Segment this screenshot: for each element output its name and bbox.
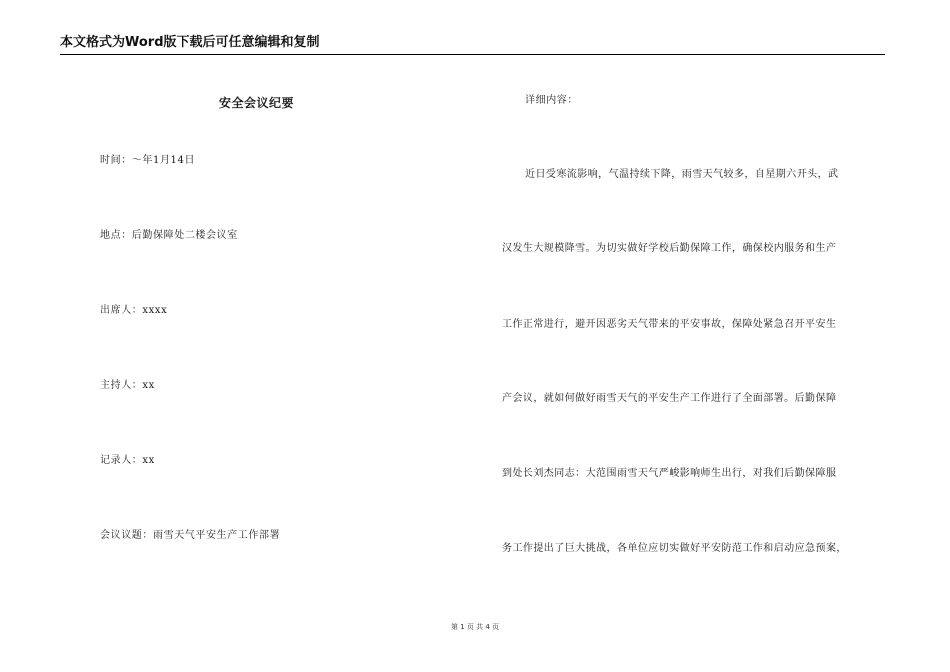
body-line: 到处长刘杰同志：大范围雨雪天气严峻影响师生出行，对我们后勤保障服 xyxy=(502,468,837,479)
page-footer: 第 1 页 共 4 页 xyxy=(450,623,500,631)
body-line: 近日受寒流影响，气温持续下降，雨雪天气较多，自星期六开头，武 xyxy=(525,169,839,180)
body-line: 汉发生大规模降雪。为切实做好学校后勤保障工作，确保校内服务和生产 xyxy=(502,243,837,254)
details-label: 详细内容： xyxy=(525,95,578,106)
field-location: 地点：后勤保障处二楼会议室 xyxy=(100,230,238,241)
field-host: 主持人：xx xyxy=(100,380,155,391)
field-recorder: 记录人：xx xyxy=(100,455,155,466)
document-title: 安全会议纪要 xyxy=(219,96,295,110)
body-line: 产会议，就如何做好雨雪天气的平安生产工作进行了全面部署。后勤保障 xyxy=(502,393,837,404)
field-topic: 会议议题：雨雪天气平安生产工作部署 xyxy=(100,530,281,541)
field-time: 时间：～年1月14日 xyxy=(100,155,196,166)
field-attendees: 出席人：xxxx xyxy=(100,305,168,316)
header-text: 本文格式为Word版下载后可任意编辑和复制 xyxy=(60,35,320,50)
body-line: 工作正常进行，避开因恶劣天气带来的平安事故，保障处紧急召开平安生 xyxy=(502,319,837,330)
page-header xyxy=(60,34,885,55)
body-line: 务工作提出了巨大挑战，各单位应切实做好平安防范工作和启动应急预案， xyxy=(502,543,847,554)
